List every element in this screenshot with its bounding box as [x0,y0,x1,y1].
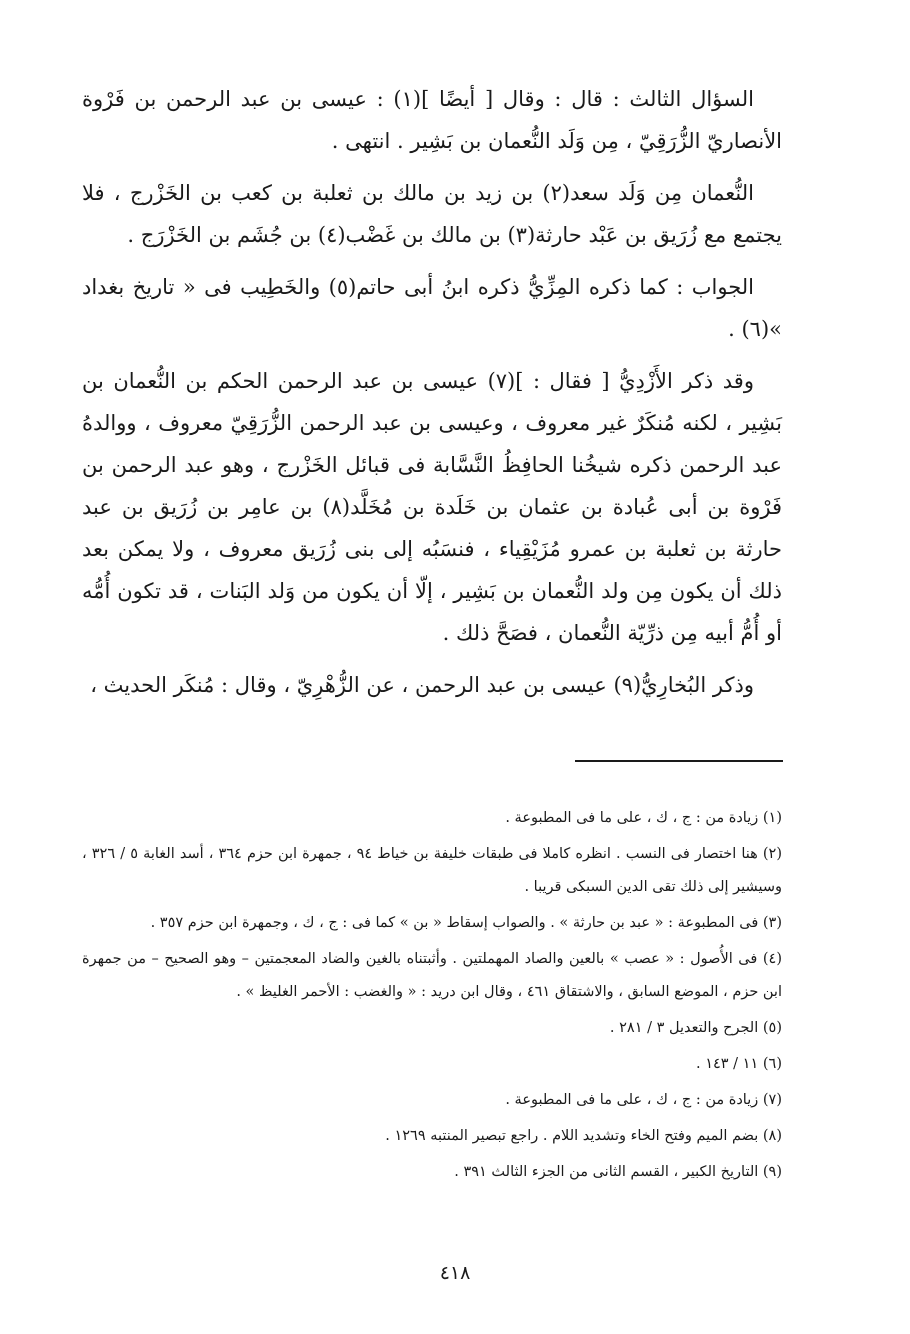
paragraph-2: النُّعمان مِن وَلَد سعد(٢) بن زيد بن مالك بن ثعلبة بن كعب بن الخَزْرج ، فلا يجتمع مع زُرَيق بن عَبْد حارثة(٣) بن مالك بن غَضْب(٤) بن جُشَم بن الخَزْرَج . [82,181,782,247]
footnote-6: (٦) ١١ / ١٤٣ . [695,1056,782,1072]
footnote-8: (٨) بضم الميم وفتح الخاء وتشديد اللام . راجع تبصير المنتبه ١٢٦٩ . [385,1128,782,1144]
paragraph-3: الجواب : كما ذكره المِزِّيُّ ذكره ابنُ أبى حاتم(٥) والخَطِيب فى « تاريخ بغداد »(٦) . [82,275,782,341]
paragraph-5: وذكر البُخارِيُّ(٩) عيسى بن عبد الرحمن ، عن الزُّهْرِيّ ، وقال : مُنكَر الحديث ، [90,673,754,697]
footnote-9: (٩) التاريخ الكبير ، القسم الثانى من الجزء الثالث ٣٩١ . [454,1164,782,1180]
paragraph-1: السؤال الثالث : قال : وقال [ أيضًا ](١) : عيسى بن عبد الرحمن بن فَرْوة الأنصاريّ الزُّرَقِيّ ، مِن وَلَد النُّعمان بن بَشِير . انتهى . [82,87,782,153]
footnotes [82,802,782,1192]
footnote-4: (٤) فى الأُصول : « عصب » بالعين والصاد المهملتين . وأثبتناه بالغين والضاد المعجمتين – وهو الصحيح – من جمهرة ابن حزم ، الموضع السابق ، والاشتقاق ٤٦١ ، وقال ابن دريد : « والغضب : الأحمر الغليظ » . [82,951,782,1000]
page-number: ٤١٨ [439,1262,471,1284]
footnote-7: (٧) زيادة من : ج ، ك ، على ما فى المطبوعة . [505,1092,782,1108]
paragraph-4: وقد ذكر الأَزْدِيُّ [ فقال : ](٧) عيسى بن عبد الرحمن الحكم بن النُّعمان بن بَشِير ، لكنه مُنكَرٌ غير معروف ، وعيسى بن عبد الرحمن الزُّرَقِيّ معروف ، ووالدهُ عبد الرحمن ذكره شيخُنا الحافِظُ النَّسَّابة فى قبائل الخَزْرج ، وهو عبد الرحمن بن فَرْوة بن أبى عُبادة بن عثمان بن خَلَدة بن مُخَلَّد(٨) بن عامِر بن زُرَيق بن عبد حارثة بن ثعلبة بن عمرو مُزَيْقِياء ، فنسَبُه إلى بنى زُرَيق معروف ، ولا يمكن بعد ذلك أن يكون مِن ولد النُّعمان بن بَشِير ، إلّا أن يكون من وَلد البَنات ، قد تكون أُمُّه أو أُمُّ أبيه مِن ذرِّيّة النُّعمان ، فصَحَّ ذلك . [82,369,783,645]
footnote-3: (٣) فى المطبوعة : « عبد بن حارثة » . والصواب إسقاط « بن » كما فى : ج ، ك ، وجمهرة ابن حزم ٣٥٧ . [150,915,782,931]
footnote-5: (٥) الجرح والتعديل ٣ / ٢٨١ . [609,1020,782,1036]
footnote-divider [575,760,783,762]
main-text [82,78,782,716]
footnote-1: (١) زيادة من : ج ، ك ، على ما فى المطبوعة . [505,810,782,826]
footnote-2: (٢) هنا اختصار فى النسب . انظره كاملا فى طبقات خليفة بن خياط ٩٤ ، جمهرة ابن حزم ٣٦٤ ، أسد الغابة ٥ / ٣٢٦ ، وسيشير إلى ذلك تقى الدين السبكى قريبا . [82,846,782,895]
